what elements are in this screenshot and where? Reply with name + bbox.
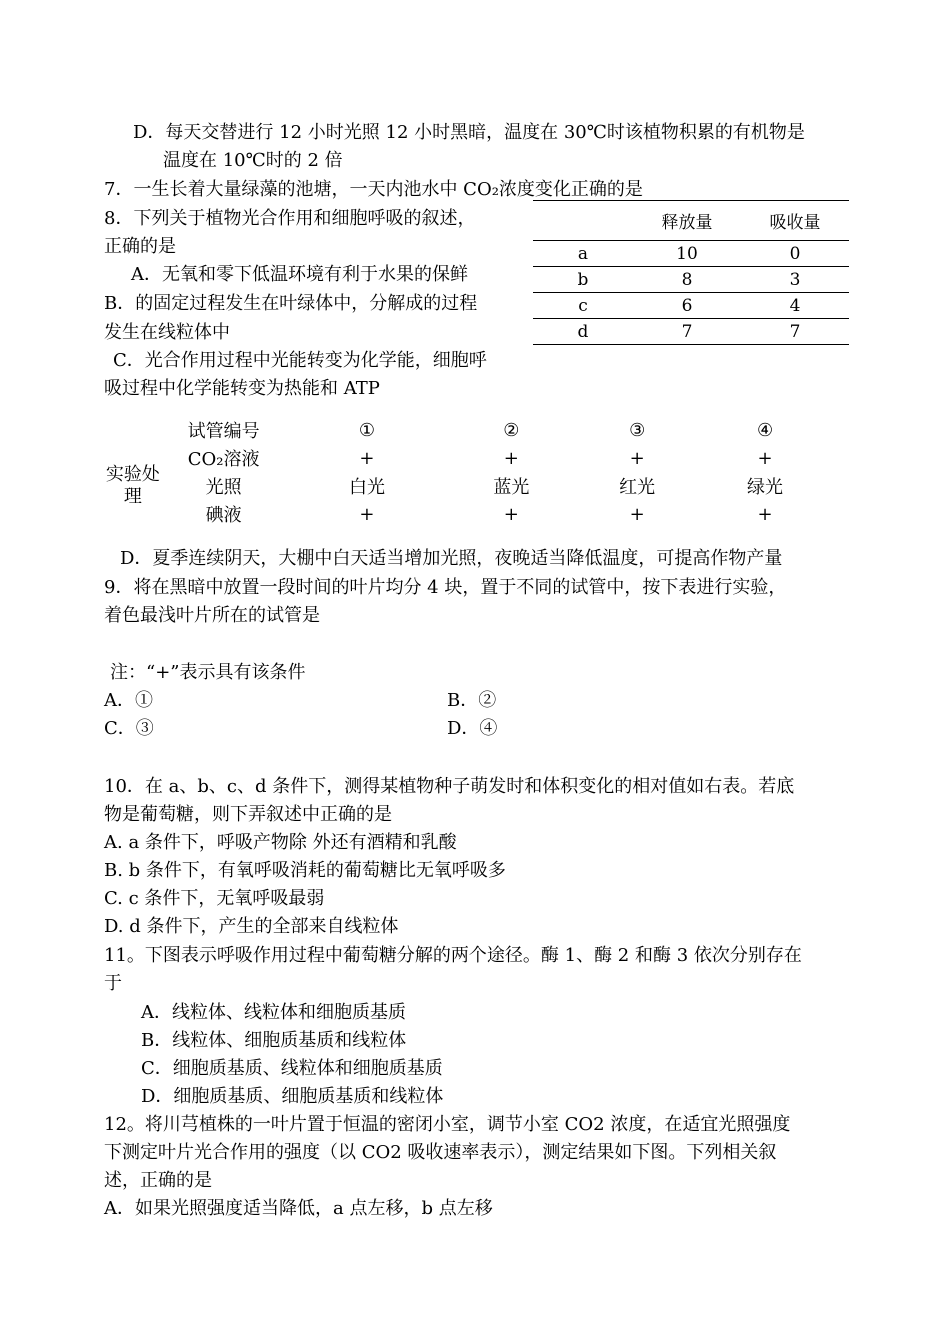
tube-number: ④ bbox=[756, 419, 774, 441]
tube-table-row-label: 光照 bbox=[205, 477, 242, 498]
value-table-header-cell: 释放量 bbox=[661, 212, 713, 233]
q7-stem: 7．一生长着大量绿藻的池塘，一天内池水中 CO₂浓度变化正确的是 bbox=[104, 179, 643, 200]
tube-table-cell: + bbox=[503, 447, 519, 469]
q9-option-c: C．③ bbox=[104, 718, 154, 739]
q9-option-b: B．② bbox=[447, 690, 497, 711]
value-table-cell: 4 bbox=[741, 293, 849, 319]
tube-table-row-label: 碘液 bbox=[205, 505, 242, 526]
value-table-header-cell: 吸收量 bbox=[769, 212, 821, 233]
q11-option-b: B．线粒体、细胞质基质和线粒体 bbox=[141, 1030, 407, 1051]
q10-option-a: A. a 条件下，呼吸产物除 外还有酒精和乳酸 bbox=[104, 832, 457, 853]
q9-option-d: D．④ bbox=[447, 718, 498, 739]
q6-option-d-line1: D．每天交替进行 12 小时光照 12 小时黑暗，温度在 30℃时该植物积累的有机物是 bbox=[133, 122, 805, 143]
value-table-cell: 7 bbox=[741, 319, 849, 345]
q6-option-d-line2: 温度在 10℃时的 2 倍 bbox=[163, 150, 343, 171]
q12-stem-line2: 下测定叶片光合作用的强度（以 CO2 吸收速率表示），测定结果如下图。下列相关叙 bbox=[104, 1142, 777, 1163]
table-row bbox=[104, 472, 830, 500]
tube-number: ② bbox=[503, 419, 520, 441]
q12-option-a: A．如果光照强度适当降低，a 点左移，b 点左移 bbox=[104, 1198, 493, 1219]
q8-option-c-line1: C．光合作用过程中光能转变为化学能，细胞呼 bbox=[113, 350, 487, 371]
value-table-cell: 8 bbox=[633, 267, 741, 293]
q11-option-d: D．细胞质基质、细胞质基质和线粒体 bbox=[141, 1086, 444, 1107]
value-table-cell: b bbox=[533, 267, 633, 293]
table-row bbox=[104, 500, 830, 528]
tube-table-cell: + bbox=[757, 447, 773, 469]
q8-option-b-line2: 发生在线粒体中 bbox=[104, 322, 230, 343]
q10-option-d: D. d 条件下，产生的全部来自线粒体 bbox=[104, 916, 399, 937]
tube-table-cell: 绿光 bbox=[747, 477, 784, 498]
table-row bbox=[533, 319, 849, 345]
value-table-cell: d bbox=[533, 319, 633, 345]
value-table-cell: 3 bbox=[741, 267, 849, 293]
tube-table-cell: + bbox=[629, 447, 645, 469]
q8-stem-line1: 8．下列关于植物光合作用和细胞呼吸的叙述， bbox=[104, 208, 476, 229]
q12-stem-line1: 12。将川芎植株的一叶片置于恒温的密闭小室，调节小室 CO2 浓度，在适宜光照强度 bbox=[104, 1114, 791, 1135]
table-row bbox=[533, 267, 849, 293]
tube-table-cell: + bbox=[629, 503, 645, 525]
q8-option-a: A．无氧和零下低温环境有利于水果的保鲜 bbox=[131, 264, 468, 285]
q9-note: 注：“+”表示具有该条件 bbox=[110, 662, 306, 683]
q9-stem-line1: 9．将在黑暗中放置一段时间的叶片均分 4 块，置于不同的试管中，按下表进行实验， bbox=[104, 577, 787, 598]
tube-table-cell: + bbox=[503, 503, 519, 525]
q10-option-b: B. b 条件下，有氧呼吸消耗的葡萄糖比无氧呼吸多 bbox=[104, 860, 506, 881]
table-row bbox=[533, 241, 849, 267]
tube-table-header-label: 试管编号 bbox=[187, 421, 260, 442]
tube-table-cell: + bbox=[359, 503, 375, 525]
tube-table-cell: 红光 bbox=[619, 477, 656, 498]
tube-table-group-label: 实验处理 bbox=[105, 464, 160, 507]
tube-table-row-label: CO₂溶液 bbox=[187, 449, 260, 470]
q8-option-c-line2: 吸过程中化学能转变为热能和 ATP bbox=[104, 378, 380, 399]
value-table bbox=[533, 200, 849, 345]
value-table-cell: a bbox=[533, 241, 633, 267]
value-table-cell: 10 bbox=[633, 241, 741, 267]
tube-table-cell: + bbox=[757, 503, 773, 525]
q9-stem-line2: 着色最浅叶片所在的试管是 bbox=[104, 605, 320, 626]
q11-stem-line2: 于 bbox=[104, 973, 122, 994]
tube-table-cell: 蓝光 bbox=[493, 477, 530, 498]
q11-option-a: A．线粒体、线粒体和细胞质基质 bbox=[141, 1002, 406, 1023]
table-row bbox=[533, 293, 849, 319]
value-table-cell: 6 bbox=[633, 293, 741, 319]
q11-stem-line1: 11。下图表示呼吸作用过程中葡萄糖分解的两个途径。酶 1、酶 2 和酶 3 依次分别存在 bbox=[104, 945, 802, 966]
value-table-cell: 7 bbox=[633, 319, 741, 345]
value-table-cell: 0 bbox=[741, 241, 849, 267]
q9-option-a: A．① bbox=[104, 690, 153, 711]
tube-number: ③ bbox=[629, 419, 646, 441]
tube-table-cell: 白光 bbox=[348, 477, 385, 498]
q8-option-d: D．夏季连续阴天，大棚中白天适当增加光照，夜晚适当降低温度，可提高作物产量 bbox=[120, 548, 783, 569]
tube-table bbox=[104, 416, 830, 528]
q11-option-c: C．细胞质基质、线粒体和细胞质基质 bbox=[141, 1058, 443, 1079]
q12-stem-line3: 述，正确的是 bbox=[104, 1170, 212, 1191]
value-table-cell: c bbox=[533, 293, 633, 319]
tube-number: ① bbox=[358, 419, 376, 441]
table-row bbox=[104, 444, 830, 472]
q10-stem-line2: 物是葡萄糖，则下弄叙述中正确的是 bbox=[104, 804, 392, 825]
q8-stem-line2: 正确的是 bbox=[104, 236, 176, 257]
q10-option-c: C. c 条件下，无氧呼吸最弱 bbox=[104, 888, 325, 909]
table-row bbox=[104, 416, 830, 444]
q10-stem-line1: 10．在 a、b、c、d 条件下，测得某植物种子萌发时和体积变化的相对值如右表。若底 bbox=[104, 776, 795, 797]
q8-option-b-line1: B．的固定过程发生在叶绿体中，分解成的过程 bbox=[104, 293, 478, 314]
value-table-header-cell bbox=[533, 200, 633, 241]
tube-table-cell: + bbox=[359, 447, 375, 469]
